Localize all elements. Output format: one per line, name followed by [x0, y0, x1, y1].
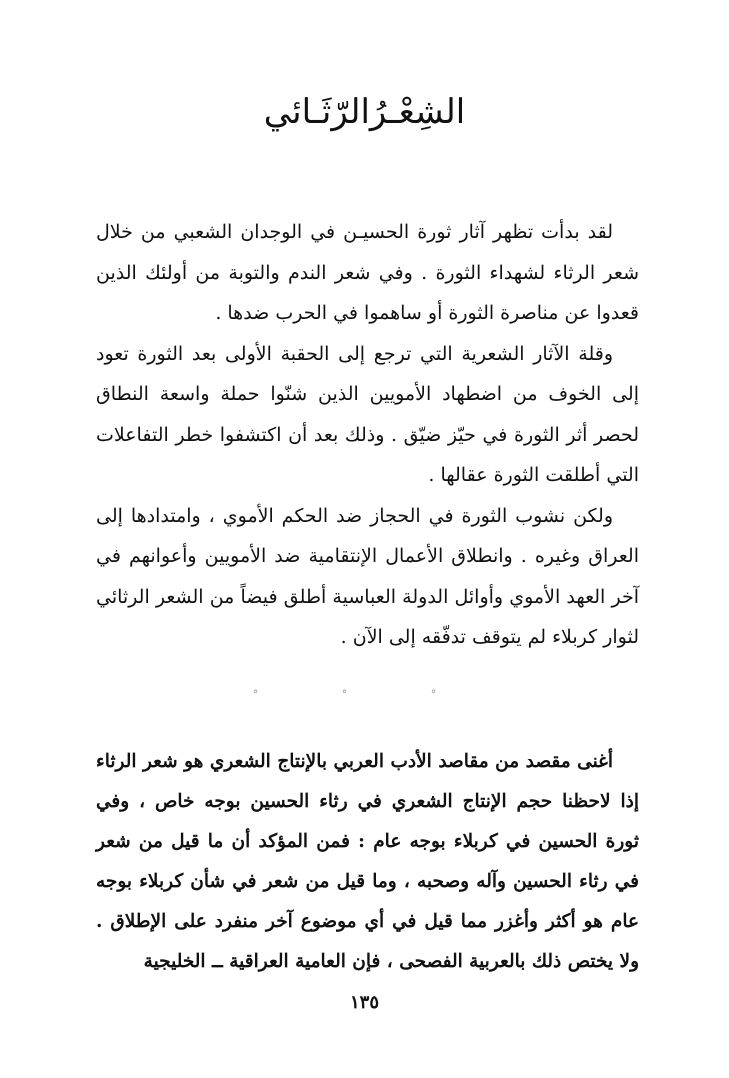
text-block-2 [96, 742, 639, 982]
page-number: ١٣٥ [349, 992, 379, 1013]
ornament-divider: ° ° ° [252, 688, 477, 701]
paragraph: لقد بدأت تظهر آثار ثورة الحسيـن في الوجدان الشعبي من خلال شعر الرثاء لشهداء الثورة . وفي شعر الندم والتوبة من أولئك الذين قعدوا عن مناصرة الثورة أو ساهموا في الحرب ضدها . [96, 221, 639, 324]
paragraph: أغنى مقصد من مقاصد الأدب العربي بالإنتاج الشعري هو شعر الرثاء إذا لاحظنا حجم الإنتاج الشعري في رثاء الحسين بوجه خاص ، وفي ثورة الحسين في كربلاء بوجه عام : فمن المؤكد أن ما قيل من شعر في رثاء الحسين وآله وصحبه ، وما قيل من شعر في شأن كربلاء بوجه عام هو أكثر وأغزر مما قيل في أي موضوع آخر منفرد على الإطلاق . ولا يختص ذلك بالعربية الفصحى ، فإن العامية العراقية ــ الخليجية [96, 751, 639, 972]
paragraph: ولكن نشوب الثورة في الحجاز ضد الحكم الأموي ، وامتدادها إلى العراق وغيره . وانطلاق الأعمال الإنتقامية ضد الأمويين وأعوانهم في آخر العهد الأموي وأوائل الدولة العباسية أطلق فيضاً من الشعر الرثائي لثوار كربلاء لم يتوقف تدفّقه إلى الآن . [96, 504, 639, 648]
paragraph: وقلة الآثار الشعرية التي ترجع إلى الحقبة الأولى بعد الثورة تعود إلى الخوف من اضطهاد الأمويين الذين شنّوا حملة واسعة النطاق لحصر أثر الثورة في حيّز ضيّق . وذلك بعد أن اكتشفوا خطر التفاعلات التي أطلقت الثورة عقالها . [96, 342, 639, 486]
section-title: الشِعْـرُالرّثَـائي [263, 92, 466, 132]
text-block-1 [96, 212, 639, 658]
